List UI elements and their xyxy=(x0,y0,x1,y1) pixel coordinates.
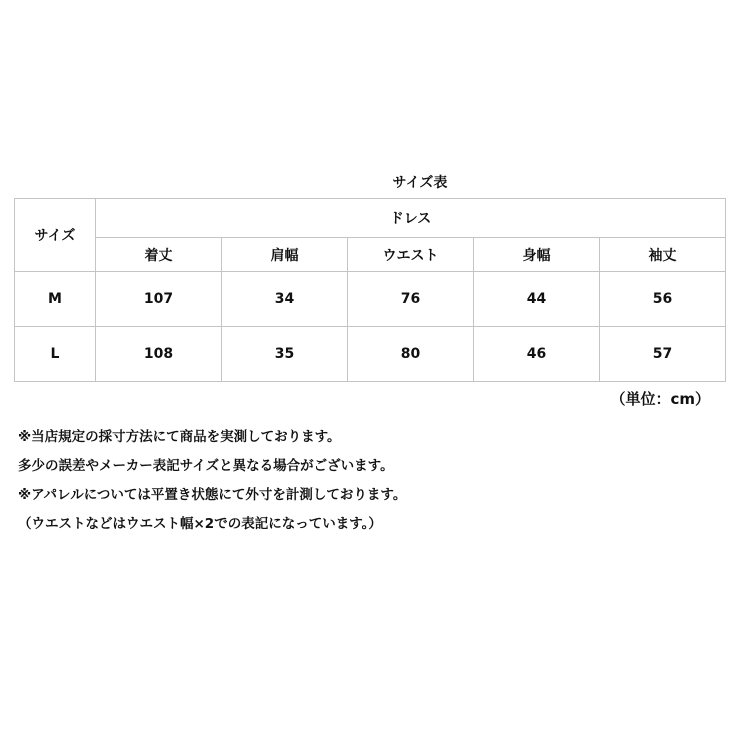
unit-label: （単位：cm） xyxy=(610,390,710,408)
note-line: （ウエストなどはウエスト幅×2での表記になっています。） xyxy=(18,516,382,532)
size-column-header: サイズ xyxy=(15,199,96,272)
table-cell: 57 xyxy=(600,327,726,382)
column-header: 袖丈 xyxy=(600,238,726,272)
table-row xyxy=(15,327,726,382)
column-header: 肩幅 xyxy=(222,238,348,272)
table-row xyxy=(15,272,726,327)
table-cell: 35 xyxy=(222,327,348,382)
row-size-label: L xyxy=(15,327,96,382)
table-cell: 44 xyxy=(474,272,600,327)
page-title: サイズ表 xyxy=(392,175,448,191)
note-line: ※当店規定の採寸方法にて商品を実測しております。 xyxy=(18,429,341,445)
table-cell: 107 xyxy=(96,272,222,327)
group-header: ドレス xyxy=(96,199,726,238)
column-header: ウエスト xyxy=(348,238,474,272)
table-cell: 76 xyxy=(348,272,474,327)
column-header: 着丈 xyxy=(96,238,222,272)
table-cell: 46 xyxy=(474,327,600,382)
table-cell: 80 xyxy=(348,327,474,382)
note-line: ※アパレルについては平置き状態にて外寸を計測しております。 xyxy=(18,487,407,503)
column-header: 身幅 xyxy=(474,238,600,272)
note-line: 多少の誤差やメーカー表記サイズと異なる場合がございます。 xyxy=(18,458,394,474)
table-cell: 56 xyxy=(600,272,726,327)
table-header-row xyxy=(15,199,726,238)
size-table xyxy=(14,198,726,382)
row-size-label: M xyxy=(15,272,96,327)
table-cell: 108 xyxy=(96,327,222,382)
notes xyxy=(18,423,728,539)
table-cell: 34 xyxy=(222,272,348,327)
table-subheader-row xyxy=(15,238,726,272)
